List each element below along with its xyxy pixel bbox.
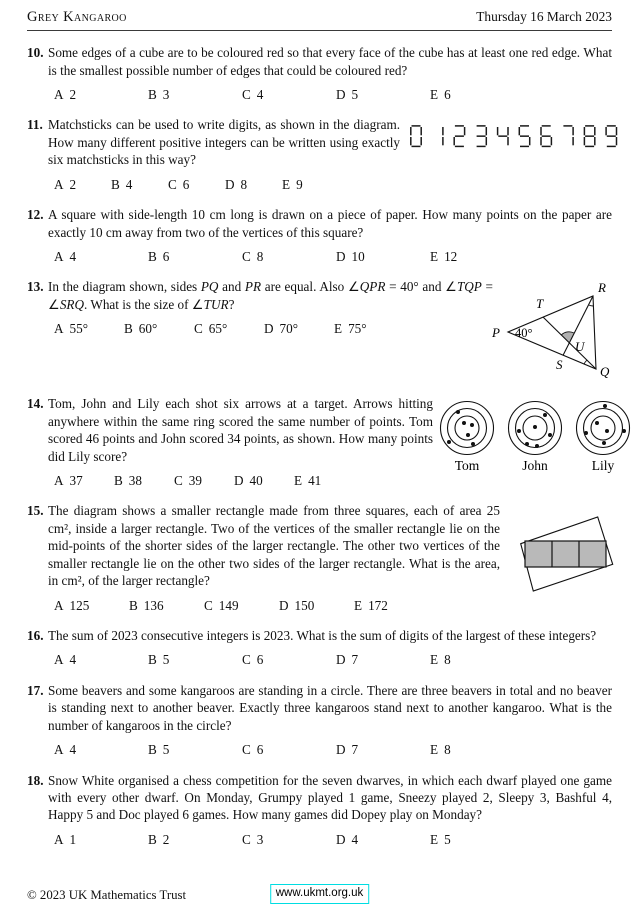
answer-option: A 125 [54,597,90,613]
question-number: 11. [27,117,43,133]
answer-option: D 70° [264,321,298,337]
answer-option: C 149 [204,597,239,613]
question-block-15 [27,502,612,614]
question-block-11 [27,116,612,193]
answer-option: D 10 [336,248,365,264]
vertex-label-p: P [492,325,500,341]
answer-option: C 39 [174,473,202,489]
triangle-diagram [488,277,639,385]
answer-option: B 6 [148,248,170,264]
question-number: 16. [27,627,44,643]
question-text: In the diagram shown, sides PQ and PR are equal. Also ∠QPR = 40° and ∠TQP = ∠SRQ. What is the size of ∠TUR? [48,279,493,312]
answers-row [48,597,612,614]
question-text: A square with side-length 10 cm long is drawn on a piece of paper. How many points on the paper are exactly 10 cm away from two of the vertices of this square? [48,207,612,240]
answer-option: A 4 [54,652,77,668]
answer-option: C 65° [194,321,228,337]
answer-option: E 8 [430,652,451,668]
answer-option: A 55° [54,321,88,337]
answer-option: E 12 [430,248,458,264]
question-block-18 [27,772,612,849]
answer-option: B 3 [148,86,170,102]
question-number: 15. [27,503,44,519]
target-lily [571,398,637,474]
answers-row [48,651,612,668]
point-label-s: S [556,357,563,373]
answer-option: A 2 [54,86,77,102]
answers-row [48,831,612,848]
answer-option: D 4 [336,831,359,847]
question-text: Tom, John and Lily each shot six arrows at a target. Arrows hitting anywhere within the same ring scored the same number of points. Tom scored 46 points and John scored 34 points, as shown. How many points did Lily score? [48,396,433,464]
rectangles-diagram [503,505,639,597]
targets-diagram [435,398,637,474]
target-label: Tom [454,458,480,474]
question-number: 14. [27,396,44,412]
answer-option: A 4 [54,742,77,758]
angle-label-40: 40° [515,326,533,341]
answer-option: C 6 [242,652,264,668]
answer-option: D 5 [336,86,359,102]
answer-option: B 4 [111,176,133,192]
answers-row [48,248,612,265]
question-block-17 [27,682,612,759]
answer-option: E 6 [430,86,451,102]
question-block-14 [27,395,615,489]
question-number: 12. [27,207,44,223]
answers-row [48,472,612,489]
ukmt-link[interactable]: www.ukmt.org.uk [270,884,370,904]
question-number: 17. [27,682,44,698]
target-john [503,398,569,474]
answers-row [48,741,612,758]
page-header [27,8,612,31]
point-label-t: T [536,296,544,312]
question-text: The diagram shows a smaller rectangle made from three squares, each of area 25 cm², inside a larger rectangle. Two of the vertices of the smaller rectangle lie on the mid-points of the shorter sides of the larger rectangle. The other two vertices of the smaller rectangle lie on the other two sides of the larger rectangle. What is the area, in cm², of the larger rectangle? [48,503,500,589]
answer-option: C 3 [242,831,264,847]
answer-option: E 41 [294,473,322,489]
answer-option: B 60° [124,321,158,337]
point-label-u: U [575,339,585,355]
answer-option: B 38 [114,473,142,489]
copyright-text: © 2023 UK Mathematics Trust [27,888,187,902]
answer-option: D 7 [336,742,359,758]
answer-option: B 136 [129,597,164,613]
question-block-10 [27,44,612,103]
question-number: 13. [27,279,44,295]
answer-option: E 9 [282,176,303,192]
answer-option: D 40 [234,473,263,489]
question-block-16 [27,627,612,669]
answer-option: B 5 [148,742,170,758]
question-number: 18. [27,772,44,788]
answer-option: A 2 [54,176,77,192]
answers-row [48,176,612,193]
answer-option: A 4 [54,248,77,264]
questions-list [0,44,639,848]
answer-option: A 37 [54,473,83,489]
question-text: Snow White organised a chess competition for the seven dwarves, in which each dwarf played one game with every other dwarf. On Monday, Grumpy played 1 game, Sneezy played 2, Sleepy 3, Bashful 4, Happy 5 and Doc played 6 games. How many games did Dopey play on Monday? [48,772,612,823]
answer-option: D 8 [225,176,248,192]
answer-option: C 4 [242,86,264,102]
paper-title: Grey Kangaroo [27,9,127,25]
answer-option: C 6 [168,176,190,192]
answer-option: E 8 [430,742,451,758]
matchstick-digits-diagram [409,125,628,149]
question-text: Some beavers and some kangaroos are standing in a circle. There are three beavers in total and no beaver is standing next to another beaver. Exactly three kangaroos stand next to another kangaroo. What is the number of kangaroos in the circle? [48,682,612,733]
paper-date: Thursday 16 March 2023 [476,9,612,24]
answer-option: A 1 [54,831,77,847]
answer-option: B 2 [148,831,170,847]
three-squares-rectangle [525,541,606,567]
answer-option: D 7 [336,652,359,668]
answer-option: C 8 [242,248,264,264]
question-block-13 [27,278,612,382]
answer-option: B 5 [148,652,170,668]
target-tom [435,398,501,474]
answer-option: C 6 [242,742,264,758]
question-text: The sum of 2023 consecutive integers is 2023. What is the sum of digits of the largest of these integers? [48,627,597,643]
answer-option: E 75° [334,321,367,337]
answer-option: D 150 [279,597,315,613]
question-block-12 [27,206,612,265]
target-label: John [522,458,548,474]
question-text: Some edges of a cube are to be coloured red so that every face of the cube has at least one red edge. What is the smallest possible number of edges that could be coloured red? [48,45,612,78]
page-footer [27,884,612,906]
answer-option: E 172 [354,597,388,613]
question-text: Matchsticks can be used to write digits, as shown in the diagram. How many different positive integers can be written using exactly six matchsticks in this way? [48,117,400,168]
vertex-label-q: Q [600,364,610,380]
target-label: Lily [591,458,615,474]
vertex-label-r: R [598,280,606,296]
answers-row [48,86,612,103]
question-number: 10. [27,45,44,61]
answer-option: E 5 [430,831,451,847]
